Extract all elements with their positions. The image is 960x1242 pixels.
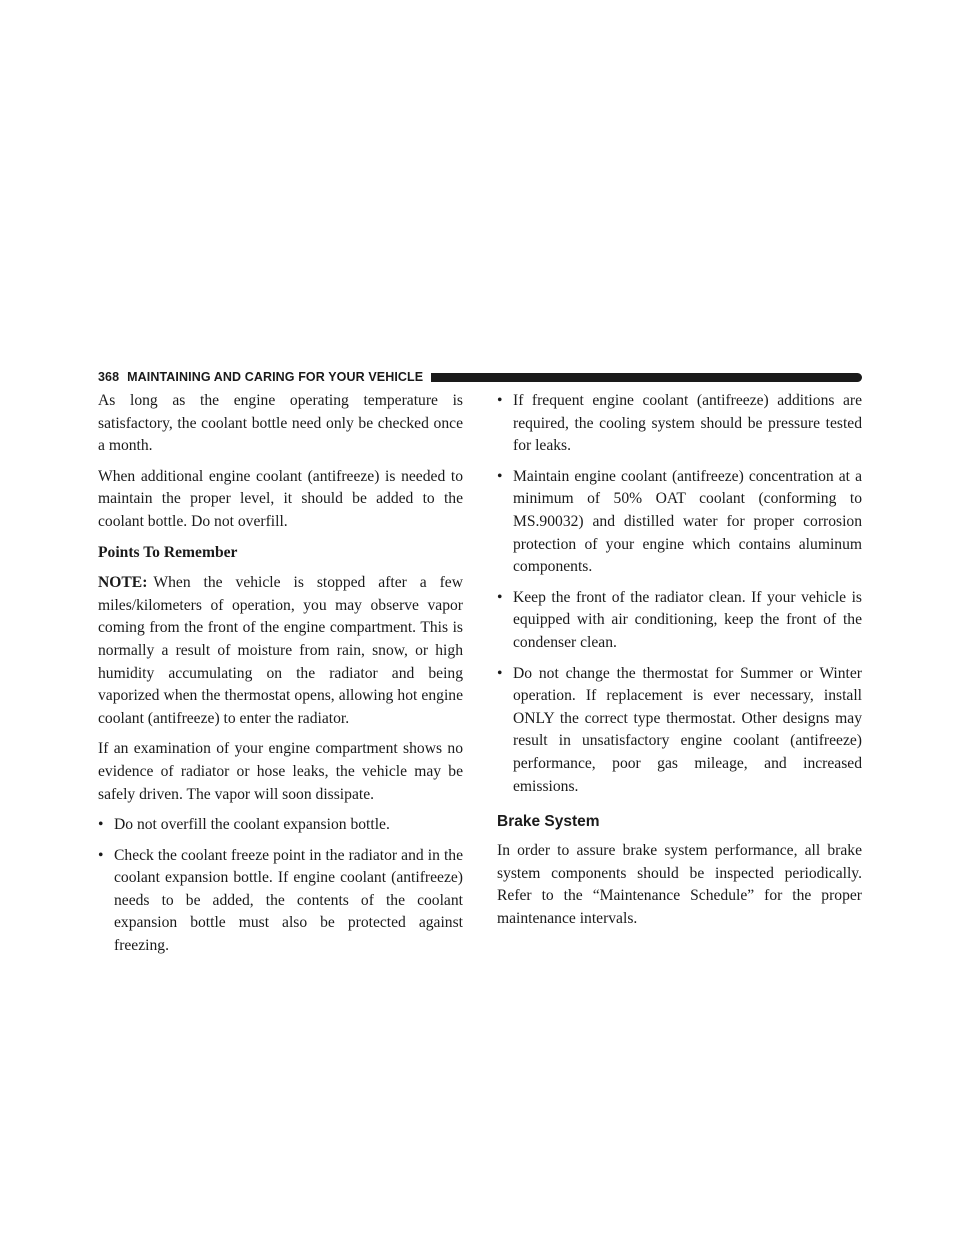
left-column <box>98 390 463 966</box>
bullet-icon: • <box>98 846 104 864</box>
list-item-text: Do not change the thermostat for Summer or Winter operation. If replacement is ever necessary, install ONLY the correct type thermostat. Other designs may result in unsatisfactory engine coolant (antifreeze) performance, poor gas mileage, and increased emissions. <box>513 664 862 795</box>
list-item <box>98 814 463 837</box>
list-item-text: If frequent engine coolant (antifreeze) additions are required, the cooling system should be pressure tested for leaks. <box>513 392 862 455</box>
note-text: When the vehicle is stopped after a few miles/kilometers of operation, you may observe vapor coming from the front of the engine compartment. This is normally a result of moisture from rain, snow, or high humidity accumulating on the radiator and being vaporized when the thermostat opens, allowing hot engine coolant (antifreeze) to enter the radiator. <box>98 574 463 727</box>
bullet-icon: • <box>98 816 104 834</box>
bullet-icon: • <box>497 467 503 485</box>
list-item <box>497 390 862 458</box>
bullet-list <box>497 390 862 798</box>
subheading-points-to-remember: Points To Remember <box>98 543 238 561</box>
section-title: MAINTAINING AND CARING FOR YOUR VEHICLE <box>127 370 424 384</box>
bullet-icon: • <box>497 588 503 606</box>
list-item-text: Maintain engine coolant (antifreeze) concentration at a minimum of 50% OAT coolant (conforming to MS.90032) and distilled water for proper corrosion protection of your engine which contains aluminum components. <box>513 467 862 576</box>
paragraph: In order to assure brake system performance, all brake system components should be inspected periodically. Refer to the “Maintenance Schedule” for the proper maintenance intervals. <box>497 842 862 927</box>
list-item <box>497 466 862 579</box>
note-label: NOTE: <box>98 574 148 592</box>
section-heading-brake-system: Brake System <box>497 813 600 831</box>
header-rule-bar <box>431 373 862 382</box>
list-item <box>98 845 463 958</box>
list-item <box>497 663 862 799</box>
paragraph: When additional engine coolant (antifreeze) is needed to maintain the proper level, it should be added to the coolant bottle. Do not overfill. <box>98 467 463 530</box>
list-item-text: Do not overfill the coolant expansion bottle. <box>114 816 390 834</box>
bullet-icon: • <box>497 664 503 682</box>
list-item-text: Check the coolant freeze point in the radiator and in the coolant expansion bottle. If engine coolant (antifreeze) needs to be added, the contents of the coolant expansion bottle must also be protected against freezing. <box>114 846 463 955</box>
paragraph: As long as the engine operating temperature is satisfactory, the coolant bottle need only be checked once a month. <box>98 392 463 455</box>
note-paragraph <box>98 572 463 730</box>
bullet-icon: • <box>497 392 503 409</box>
page-header <box>98 368 862 386</box>
page-number: 368 <box>98 370 120 384</box>
right-column <box>497 390 862 938</box>
paragraph: If an examination of your engine compartment shows no evidence of radiator or hose leaks, the vehicle may be safely driven. The vapor will soon dissipate. <box>98 740 463 803</box>
list-item-text: Keep the front of the radiator clean. If your vehicle is equipped with air conditioning, keep the front of the condenser clean. <box>513 588 862 651</box>
list-item <box>497 587 862 655</box>
bullet-list <box>98 814 463 958</box>
